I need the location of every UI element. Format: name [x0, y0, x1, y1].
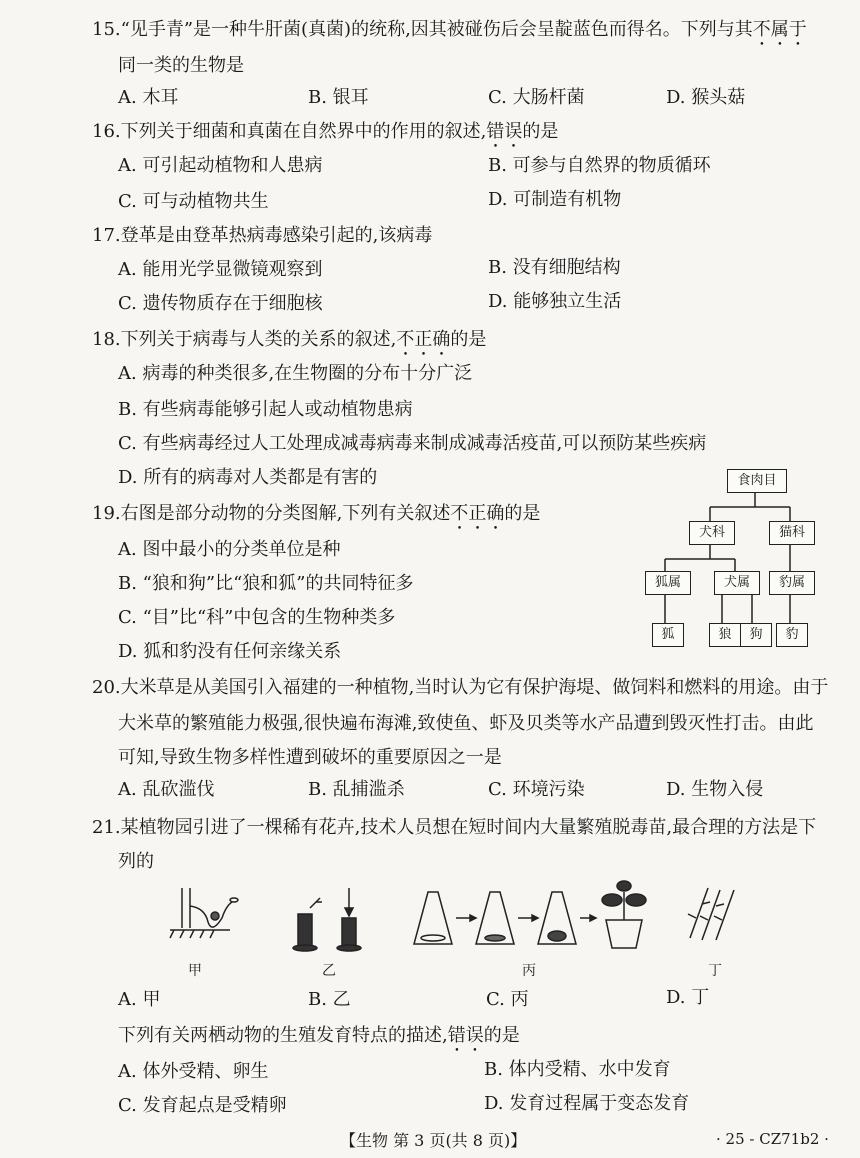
tree-species-wolf: 狼 [709, 623, 741, 647]
q19-option-a: A. 图中最小的分类单位是种 [118, 539, 341, 560]
q15-option-a: A. 木耳 [118, 87, 179, 108]
grafting-drawing [293, 888, 361, 951]
q19-option-d: D. 狐和豹没有任何亲缘关系 [118, 641, 342, 662]
q16-option-b: B. 可参与自然界的物质循环 [488, 155, 711, 176]
q20-option-c: C. 环境污染 [488, 779, 585, 800]
q17-stem: 17.登革是由登革热病毒感染引起的,该病毒 [92, 225, 433, 246]
fig-label-bing: 丙 [522, 963, 536, 979]
q21-option-d: D. 丁 [666, 987, 710, 1008]
q22-stem-text: 下列有关两栖动物的生殖发育特点的描述, [118, 1025, 448, 1046]
q15-option-c: C. 大肠杆菌 [488, 87, 585, 108]
q22-stem [118, 1024, 520, 1056]
q20-option-b: B. 乱捕滥杀 [308, 779, 405, 800]
q19-stem-end: 的是 [504, 503, 541, 524]
q18-option-b: B. 有些病毒能够引起人或动植物患病 [118, 399, 413, 420]
fig-label-ding: 丁 [708, 963, 722, 979]
tissue-culture-drawing [414, 881, 646, 948]
q20-option-d: D. 生物入侵 [666, 779, 764, 800]
q19-stem-text: 19.右图是部分动物的分类图解,下列有关叙述 [92, 503, 451, 524]
q19-option-b: B. “狼和狗”比“狼和狐”的共同特征多 [118, 573, 414, 594]
q16-stem-end: 的是 [522, 121, 559, 142]
q22-stem-end: 的是 [483, 1025, 520, 1046]
q15-option-b: B. 银耳 [308, 87, 369, 108]
q16-stem [92, 120, 558, 152]
q17-option-b: B. 没有细胞结构 [488, 257, 621, 278]
q16-stem-text: 16.下列关于细菌和真菌在自然界中的作用的叙述, [92, 121, 487, 142]
q22-emphasis: 错误 [447, 1025, 484, 1046]
q21-stem-line1: 21.某植物园引进了一棵稀有花卉,技术人员想在短时间内大量繁殖脱毒苗,最合理的方法是下 [92, 817, 817, 838]
q20-stem-line3: 可知,导致生物多样性遭到破坏的重要原因之一是 [118, 747, 502, 768]
page-footer: 【生物 第 3 页(共 8 页)】 [340, 1131, 527, 1150]
q18-option-c: C. 有些病毒经过人工处理成减毒病毒来制成减毒活疫苗,可以预防某些疾病 [118, 433, 707, 454]
propagation-methods-figure [160, 878, 760, 958]
fig-label-jia: 甲 [188, 963, 202, 979]
q21-option-a: A. 甲 [118, 989, 161, 1010]
tree-genus-fox: 狐属 [645, 571, 691, 595]
tree-genus-canis: 犬属 [714, 571, 760, 595]
q18-option-d: D. 所有的病毒对人类都是有害的 [118, 467, 378, 488]
q17-option-c: C. 遗传物质存在于细胞核 [118, 293, 323, 314]
q19-stem [92, 502, 540, 534]
fig-label-yi: 乙 [322, 963, 336, 979]
q18-stem [92, 328, 486, 360]
q18-emphasis: 不正确 [396, 329, 451, 350]
tree-family-feline: 猫科 [769, 521, 815, 545]
q22-option-a: A. 体外受精、卵生 [118, 1061, 269, 1082]
q15-stem-text: 15.“见手青”是一种牛肝菌(真菌)的统称,因其被碰伤后会呈靛蓝色而得名。下列与其 [92, 19, 753, 40]
tree-order-box: 食肉目 [727, 469, 787, 493]
q21-option-b: B. 乙 [308, 989, 351, 1010]
q16-emphasis: 错误 [486, 121, 523, 142]
exam-code: · 25 - CZ71b2 · [716, 1130, 829, 1148]
tree-species-dog: 狗 [740, 623, 772, 647]
q20-stem-line1: 20.大米草是从美国引入福建的一种植物,当时认为它有保护海堤、做饲料和燃料的用途。由于 [92, 677, 829, 698]
q19-emphasis: 不正确 [450, 503, 505, 524]
tree-species-fox: 狐 [652, 623, 684, 647]
tree-genus-panthera: 豹属 [769, 571, 815, 595]
q15-emphasis: 不属于 [752, 19, 807, 40]
q22-option-c: C. 发育起点是受精卵 [118, 1095, 287, 1116]
cutting-drawing [688, 888, 734, 940]
q17-option-d: D. 能够独立生活 [488, 291, 622, 312]
q22-option-d: D. 发育过程属于变态发育 [484, 1093, 690, 1114]
q21-option-c: C. 丙 [486, 989, 529, 1010]
q18-stem-text: 18.下列关于病毒与人类的关系的叙述, [92, 329, 397, 350]
q15-option-d: D. 猴头菇 [666, 87, 746, 108]
q15-stem-line1 [92, 18, 807, 50]
tree-species-leopard: 豹 [776, 623, 808, 647]
layering-drawing [170, 888, 238, 938]
q19-option-c: C. “目”比“科”中包含的生物种类多 [118, 607, 396, 628]
q21-stem-line2: 列的 [118, 851, 154, 872]
q18-stem-end: 的是 [450, 329, 487, 350]
q16-option-c: C. 可与动植物共生 [118, 191, 269, 212]
q17-option-a: A. 能用光学显微镜观察到 [118, 259, 323, 280]
q16-option-d: D. 可制造有机物 [488, 189, 622, 210]
q22-option-b: B. 体内受精、水中发育 [484, 1059, 671, 1080]
q20-option-a: A. 乱砍滥伐 [118, 779, 215, 800]
q20-stem-line2: 大米草的繁殖能力极强,很快遍布海滩,致使鱼、虾及贝类等水产品遭到毁灭性打击。由此 [118, 713, 814, 734]
tree-family-canine: 犬科 [689, 521, 735, 545]
q18-option-a: A. 病毒的种类很多,在生物圈的分布十分广泛 [118, 363, 473, 384]
q16-option-a: A. 可引起动植物和人患病 [118, 155, 323, 176]
q15-stem-line2: 同一类的生物是 [118, 55, 244, 76]
